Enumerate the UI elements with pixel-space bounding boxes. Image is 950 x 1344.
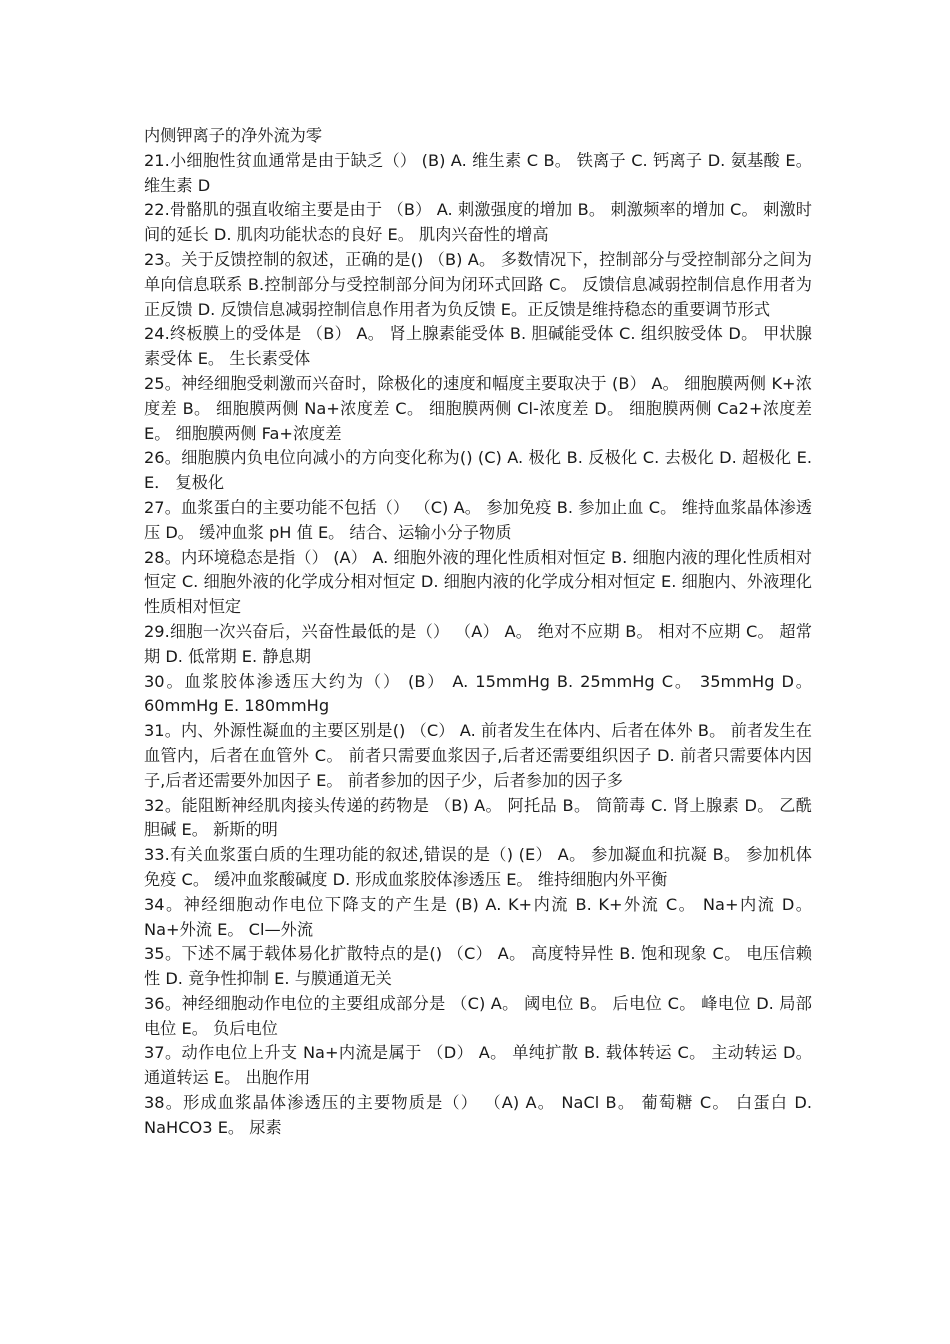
question-38: 38。形成血浆晶体渗透压的主要物质是（） （A) A。 NaCl B。 葡萄糖 C。 白蛋白 D. NaHCO3 E。 尿素 bbox=[144, 1093, 812, 1137]
question-34: 34。神经细胞动作电位下降支的产生是 (B) A. K+内流 B. K+外流 C。 Na+内流 D。 Na+外流 E。 Cl—外流 bbox=[144, 894, 812, 939]
question-22: 22.骨骼肌的强直收缩主要是由于 （B） A. 刺激强度的增加 B。 刺激频率的增加 C。 刺激时间的延长 D. 肌肉功能状态的良好 E。 肌肉兴奋性的增高 bbox=[144, 200, 812, 245]
question-23: 23。关于反馈控制的叙述，正确的是() （B) A。 多数情况下，控制部分与受控制部分之间为单向信息联系 B.控制部分与受控制部分间为闭环式回路 C。 反馈信息减弱控制信息作用者为正反馈 D. 反馈信息减弱控制信息作用者为负反馈 E。正反馈是维持稳态的重要调节形式 bbox=[144, 249, 812, 319]
question-32: 32。能阻断神经肌肉接头传递的药物是 （B) A。 阿托品 B。 筒箭毒 C. 肾上腺素 D。 乙酰胆碱 E。 新斯的明 bbox=[144, 795, 812, 840]
question-33: 33.有关血浆蛋白质的生理功能的叙述,错误的是（) (E） A。 参加凝血和抗凝 B。 参加机体免疫 C。 缓冲血浆酸碱度 D. 形成血浆胶体渗透压 E。 维持细胞内外平衡 bbox=[144, 845, 812, 889]
question-26: 26。细胞膜内负电位向减小的方向变化称为() (C) A. 极化 B. 反极化 C. 去极化 D. 超极化 E. E． 复极化 bbox=[144, 448, 812, 493]
question-31: 31。内、外源性凝血的主要区别是() （C） A. 前者发生在体内、后者在体外 B。 前者发生在血管内，后者在血管外 C。 前者只需要血浆因子,后者还需要组织因子 D. 前者只需要体内因子,后者还需要外加因子 E。 前者参加的因子少，后者参加的因子多 bbox=[144, 721, 812, 790]
paragraph-intro: 内侧钾离子的净外流为零 bbox=[144, 126, 323, 145]
question-28: 28。内环境稳态是指（） (A） A. 细胞外液的理化性质相对恒定 B. 细胞内液的理化性质相对恒定 C. 细胞外液的化学成分相对恒定 D. 细胞内液的化学成分相对恒定 E. 细胞内、外液理化性质相对恒定 bbox=[144, 547, 812, 617]
question-24: 24.终板膜上的受体是 （B） A。 肾上腺素能受体 B. 胆碱能受体 C. 组织胺受体 D。 甲状腺素受体 E。 生长素受体 bbox=[144, 324, 812, 369]
question-36: 36。神经细胞动作电位的主要组成部分是 （C) A。 阈电位 B。 后电位 C。 峰电位 D. 局部电位 E。 负后电位 bbox=[144, 993, 812, 1038]
question-27: 27。血浆蛋白的主要功能不包括（） （C) A。 参加免疫 B. 参加止血 C。 维持血浆晶体渗透压 D。 缓冲血浆 pH 值 E。 结合、运输小分子物质 bbox=[144, 497, 812, 542]
question-30: 30。血浆胶体渗透压大约为（） (B） A. 15mmHg B. 25mmHg C。 35mmHg D。 60mmHg E. 180mmHg bbox=[144, 671, 812, 716]
question-37: 37。动作电位上升支 Na+内流是属于 （D） A。 单纯扩散 B. 载体转运 C。 主动转运 D。 通道转运 E。 出胞作用 bbox=[144, 1043, 812, 1088]
question-21: 21.小细胞性贫血通常是由于缺乏（） (B) A. 维生素 C B。 铁离子 C. 钙离子 D. 氨基酸 E。 维生素 D bbox=[144, 150, 812, 195]
document-body bbox=[144, 124, 812, 1141]
question-29: 29.细胞一次兴奋后，兴奋性最低的是（） （A） A。 绝对不应期 B。 相对不应期 C。 超常期 D. 低常期 E. 静息期 bbox=[144, 621, 812, 666]
question-35: 35。下述不属于载体易化扩散特点的是() （C） A。 高度特异性 B. 饱和现象 C。 电压信赖性 D. 竟争性抑制 E. 与膜通道无关 bbox=[144, 944, 812, 989]
question-25: 25。神经细胞受刺激而兴奋时，除极化的速度和幅度主要取决于 (B） A。 细胞膜两侧 K+浓度差 B。 细胞膜两侧 Na+浓度差 C。 细胞膜两侧 Cl-浓度差 D。 细胞膜两侧 Ca2+浓度差 E。 细胞膜两侧 Fa+浓度差 bbox=[144, 373, 812, 443]
